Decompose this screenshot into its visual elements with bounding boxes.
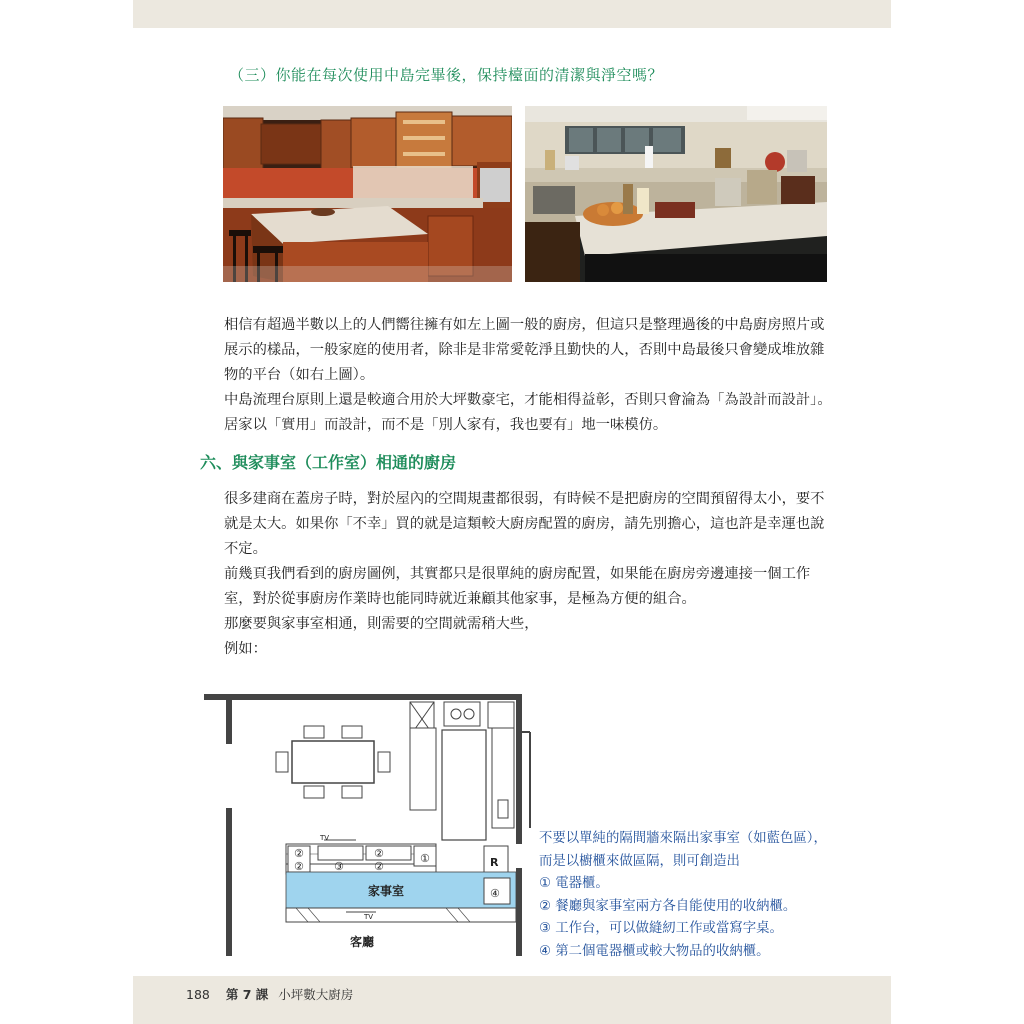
marker-3: ③ bbox=[334, 860, 344, 873]
marker-2d: ② bbox=[374, 860, 384, 873]
section-paragraph-1: 很多建商在蓋房子時，對於屋內的空間規畫都很弱，有時候不是把廚房的空間預留得太小，要不就是太大。如果你「不幸」買的就是這類較大廚房配置的廚房，請先別擔心，這也許是幸運也說不定。 bbox=[224, 491, 825, 557]
marker-2b: ② bbox=[294, 860, 304, 873]
paragraph-2: 中島流理台原則上還是較適合用於大坪數豪宅，才能相得益彰，否則只會淪為「為設計而設計」。居家以「實用」而設計，而不是「別人家有，我也要有」地一味模仿。 bbox=[224, 392, 832, 433]
floor-plan-caption bbox=[539, 828, 839, 963]
fridge-label: R bbox=[490, 856, 499, 869]
page-margin-right bbox=[891, 0, 1024, 1024]
kitchen-floor-plan bbox=[196, 688, 536, 956]
caption-item-1: ① 電器櫃。 bbox=[539, 876, 609, 891]
section-paragraph-2: 前幾頁我們看到的廚房圖例，其實都只是很單純的廚房配置，如果能在廚房旁邊連接一個工作室，對於從事廚房作業時也能同時就近兼顧其他家事，是極為方便的組合。 bbox=[224, 566, 811, 607]
caption-intro: 不要以單純的隔間牆來隔出家事室（如藍色區），而是以櫥櫃來做區隔，則可創造出 bbox=[539, 831, 827, 869]
caption-item-2: ② 餐廳與家事室兩方各自能使用的收納櫃。 bbox=[539, 898, 797, 914]
tv-label-bottom: TV bbox=[364, 913, 374, 921]
page-margin-left bbox=[0, 0, 133, 1024]
paragraph-1: 相信有超過半數以上的人們嚮往擁有如左上圖一般的廚房，但這只是整理過後的中島廚房照片或展示的樣品，一般家庭的使用者，除非是非常愛乾淨且勤快的人，否則中島最後只會變成堆放雜物的平台（如右上圖）。 bbox=[224, 317, 825, 383]
kitchen-island-cluttered-photo bbox=[525, 106, 827, 282]
chapter-title: 小坪數大廚房 bbox=[278, 987, 354, 1002]
tv-label-top: TV bbox=[320, 834, 330, 842]
kitchen-island-clean-photo bbox=[223, 106, 512, 282]
page-footer bbox=[186, 985, 359, 1003]
caption-item-4: ④ 第二個電器櫃或較大物品的收納櫃。 bbox=[539, 943, 770, 959]
marker-2c: ② bbox=[374, 847, 384, 860]
page-number: 188 bbox=[186, 987, 210, 1002]
section-title: 六、與家事室（工作室）相通的廚房 bbox=[200, 453, 457, 472]
marker-2a: ② bbox=[294, 847, 304, 860]
section-paragraph-3: 那麼要與家事室相通，則需要的空間就需稍大些， bbox=[224, 616, 539, 632]
living-room-label: 客廳 bbox=[350, 935, 375, 949]
marker-4: ④ bbox=[490, 887, 500, 900]
section-paragraph-4: 例如： bbox=[224, 641, 267, 657]
workroom-label: 家事室 bbox=[368, 884, 405, 898]
lesson-label: 第 7 課 bbox=[225, 987, 269, 1002]
marker-1: ① bbox=[420, 852, 430, 865]
caption-item-3: ③ 工作台，可以做縫紉工作或當寫字桌。 bbox=[539, 921, 783, 936]
question-heading: （三）你能在每次使用中島完畢後，保持檯面的清潔與淨空嗎？ bbox=[229, 66, 664, 84]
header-band bbox=[133, 0, 891, 28]
